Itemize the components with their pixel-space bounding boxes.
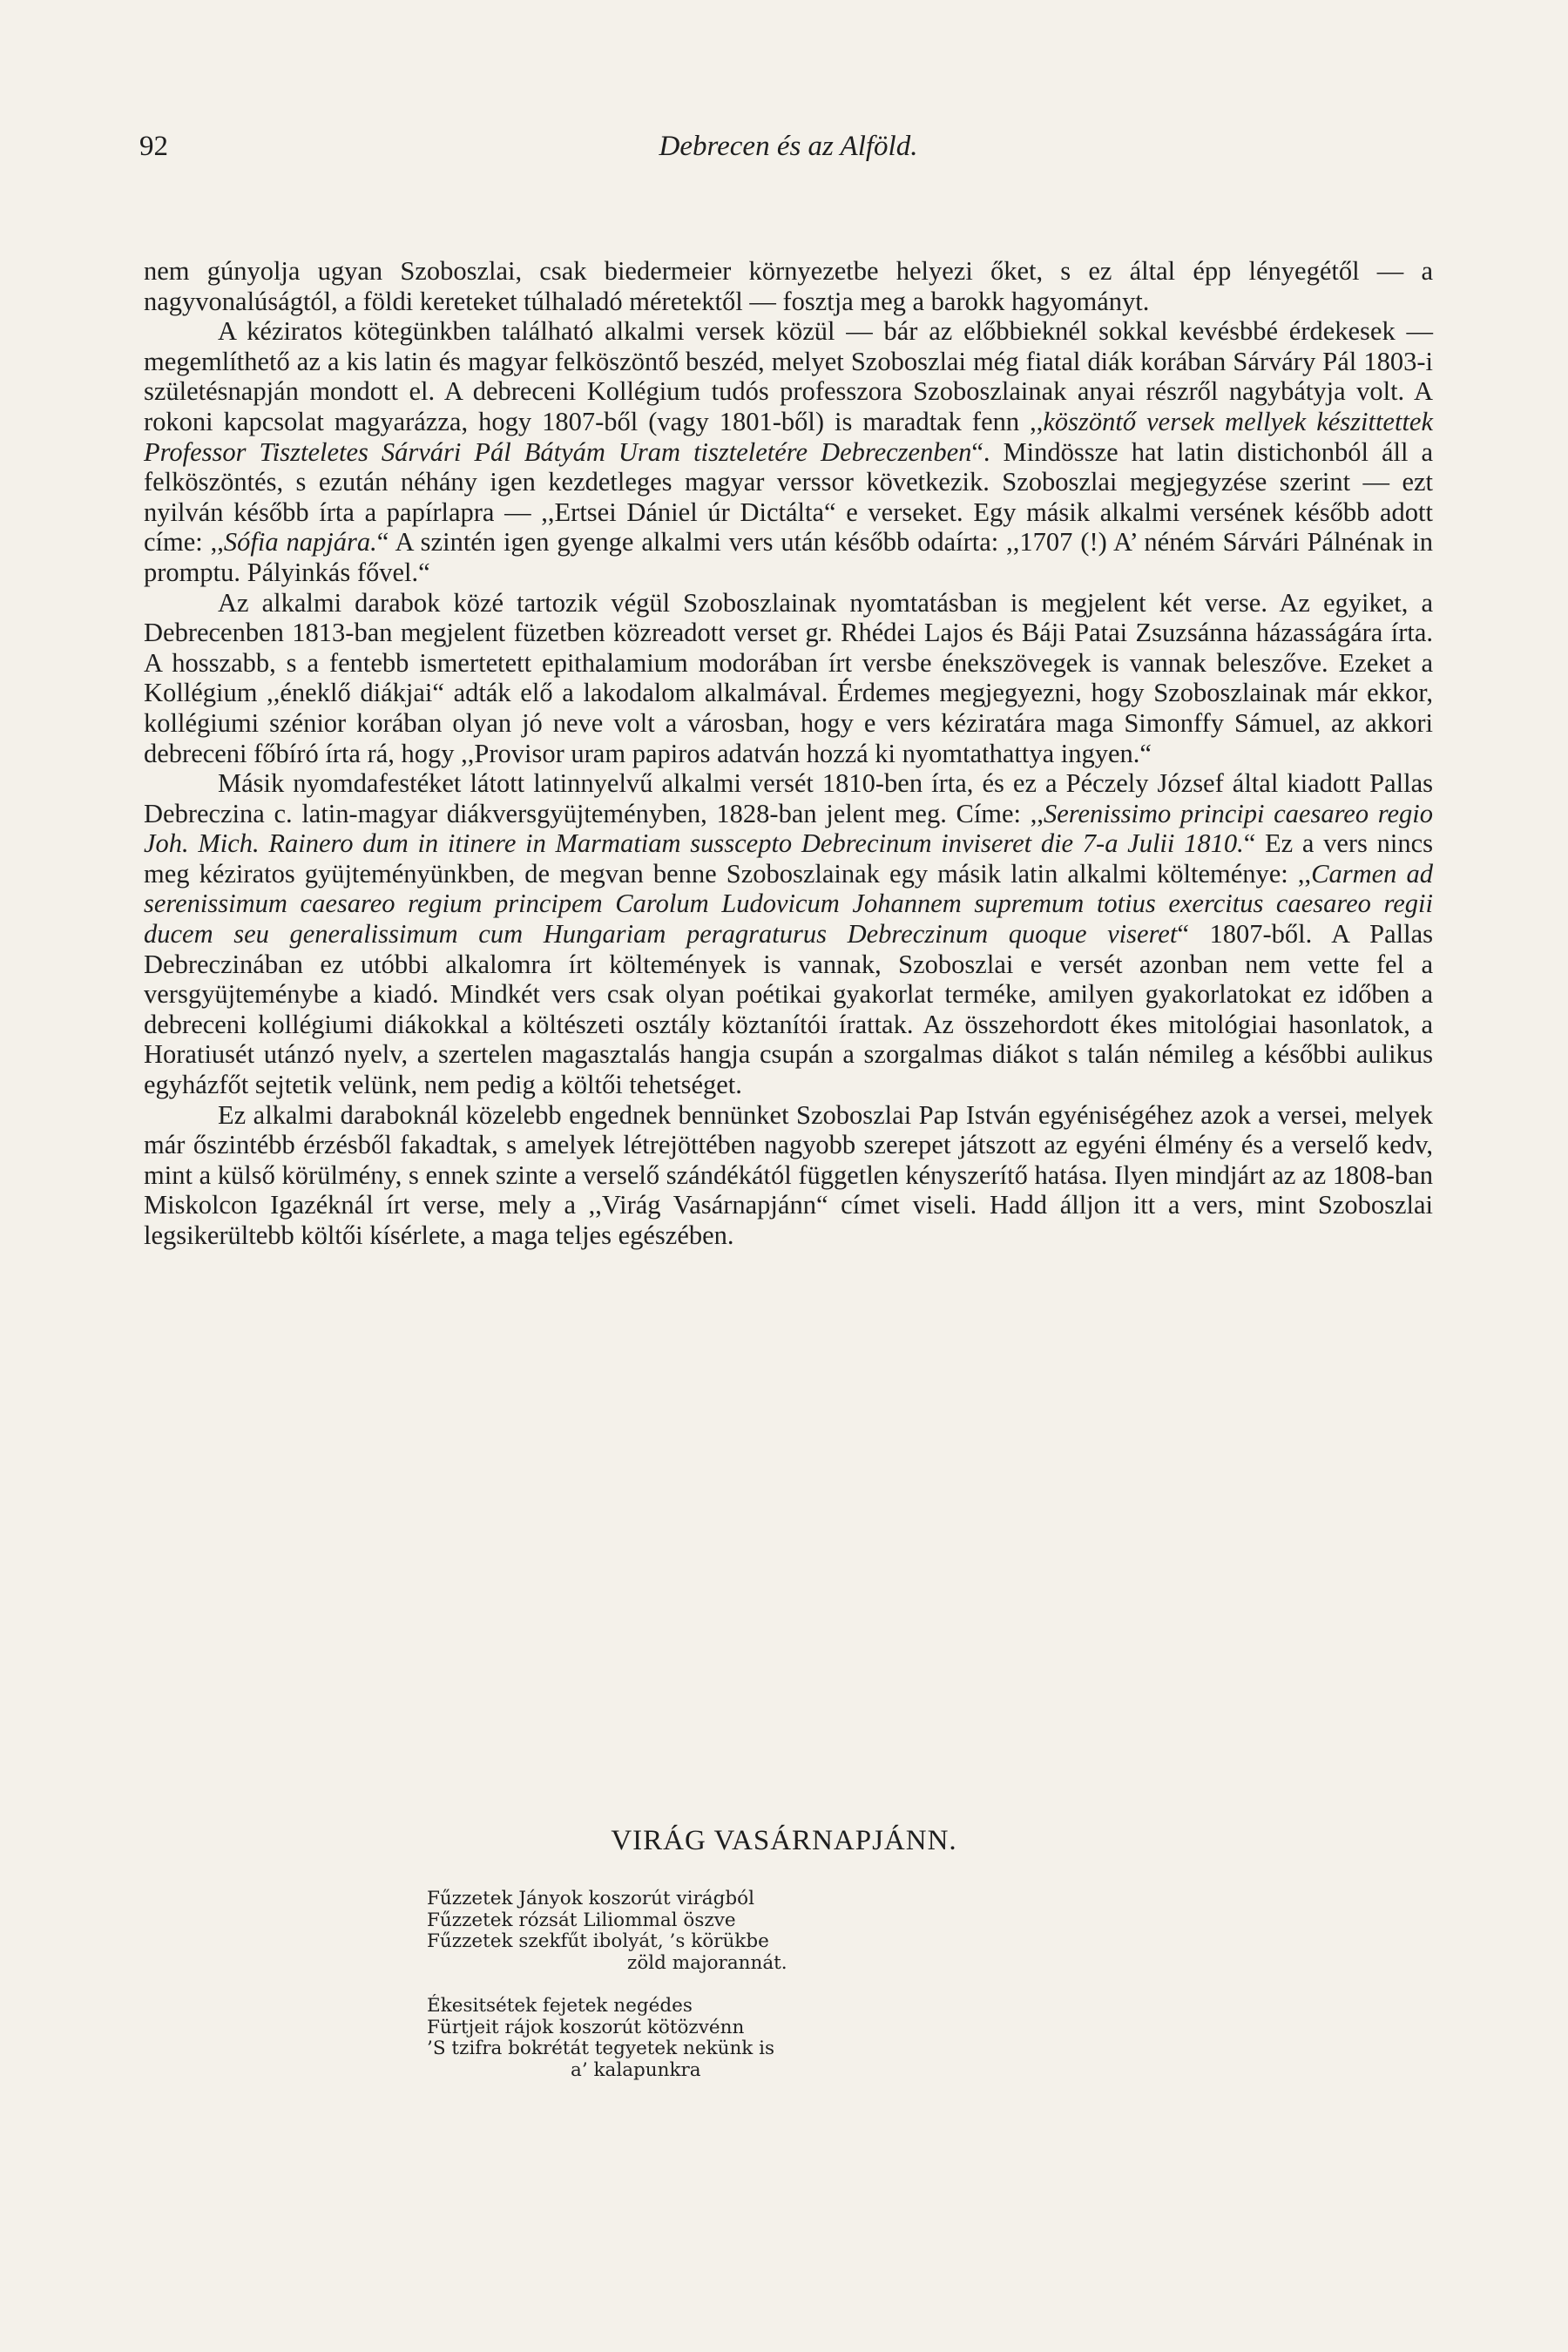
italic-title-text: Carmen ad serenissimum caesareo regium principem Carolum Ludovicum Johannem supremum totius exercitus caesareo regii ducem seu generalissimum cum Hungariam peragraturus Debreczinum quoque viseret	[144, 858, 1433, 950]
italic-title-text: Serenissimo principi caesareo regio Joh. Mich. Rainero dum in itinere in Marmatiam sussceptо Debrecinum inviseret die 7-a Julii 1810.	[144, 798, 1433, 859]
poem-stanza	[427, 1996, 915, 2081]
paragraph	[144, 588, 1433, 769]
paragraph-text: Az alkalmi darabok közé tartozik végül Szoboszlainak nyomtatásban is megjelent két verse. Az egyiket, a Debrecenben 1813-ban megjelent füzetben közreadott verset gr. Rhédei Lajos és Báji Patai Zsuzsánna házasságára írta. A hosszabb, s a fentebb ismertetett epithalamium modorában írt versbe énekszövegek is vannak beleszőve. Ezeket a Kollégium ,,éneklő diákjai“ adták elő a lakodalom alkalmával. Érdemes megjegyezni, hogy Szoboszlainak már ekkor, kollégiumi szénior korában olyan jó neve volt a városban, hogy e vers kéziratára maga Simonffy Sámuel, az akkori debreceni főbíró írta rá, hogy ,,Provisor uram papiros adatván hozzá ki nyomtathattya ingyen.“	[144, 587, 1433, 768]
poem	[427, 1889, 915, 2103]
body-text	[144, 256, 1433, 1251]
paragraph	[144, 768, 1433, 1100]
paragraph	[144, 256, 1433, 316]
poem-line: Fűzzetek Jányok koszorút virágból	[427, 1888, 754, 1909]
running-head: Debrecen és az Alföld.	[659, 131, 918, 162]
paragraph-text: “. Mindössze hat latin distichonból áll a felköszöntés, s ezután néhány igen kezdetleges magyar verssor következik. Szoboszlai megjegyzése szerint — ezt nyilván később írta a papírlapra — ,,Ertsei Dániel úr Dictálta“ e verseket. Egy másik alkalmi versének később adott címe: ,,	[144, 436, 1433, 558]
paragraph-text: nem gúnyolja ugyan Szoboszlai, csak biedermeier környezetbe helyezi őket, s ez által épp lényegétől — a nagyvonalúságtól, a földi kereteket túlhaladó méretektől — fosztja meg a barokk hagyományt.	[144, 256, 1433, 316]
poem-line: Ékesitsétek fejetek negédes	[427, 1995, 693, 2017]
paragraph-text: “ 1807-ből. A Pallas Debreczinában ez utóbbi alkalomra írt költemények is vannak, Szoboszlai e versét azonban nem vette fel a versgyüjteménybe a kiadó. Mindkét vers csak olyan poétikai gyakorlat terméke, amilyen gyakorlatokat ez időben a debreceni kollégiumi diákokkal a költészeti osztály köztanítói írattak. Az összehordott ékes mitológiai hasonlatok, a Horatiusét utánzó nyelv, a szertelen magasztalás hangja csupán a szorgalmas diákot s talán némileg a későbbi aulikus egyházfőt sejtetik velünk, nem pedig a költői tehetséget.	[144, 919, 1433, 1100]
page-number: 92	[139, 131, 168, 162]
poem-title: VIRÁG VASÁRNAPJÁNN.	[611, 1825, 957, 1856]
poem-line: Fürtjeit rájok koszorút kötözvénn	[427, 2016, 745, 2038]
paragraph	[144, 316, 1433, 587]
italic-title-text: köszöntő versek mellyek készittettek Professor Tiszteletes Sárvári Pál Bátyám Uram tiszteletére Debreczenben	[144, 406, 1433, 467]
paragraph-text: “ Ez a vers nincs meg kéziratos gyüjteményünkben, de megvan benne Szoboszlainak egy másik latin alkalmi költeménye: ,,	[144, 828, 1434, 889]
poem-line: zöld majorannát.	[627, 1951, 787, 1974]
poem-line: Fűzzetek szekfűt ibolyát, ’s körükbe	[427, 1930, 769, 1952]
poem-line: a’ kalapunkra	[571, 2058, 701, 2081]
poem-line: Fűzzetek rózsát Liliommal öszve	[427, 1909, 736, 1931]
poem-line: ’S tzifra bokrétát tegyetek nekünk is	[427, 2038, 775, 2059]
paragraph-text: Ez alkalmi daraboknál közelebb engednek bennünket Szoboszlai Pap István egyéniségéhez azok a versei, melyek már őszintébb érzésből fakadtak, s amelyek létrejöttében nagyobb szerepet játszott az egyéni élmény és a verselő kedv, mint a külső körülmény, s ennek szinte a verselő szándékától független kényszerítő hatása. Ilyen mindjárt az az 1808-ban Miskolcon Igazéknál írt verse, mely a ,,Virág Vasárnapjánn“ címet viseli. Hadd álljon itt a vers, mint Szoboszlai legsikerültebb költői kísérlete, a maga teljes egészében.	[144, 1099, 1433, 1250]
italic-title-text: Sófia napjára.	[223, 527, 377, 558]
paragraph-text: “ A szintén igen gyenge alkalmi vers után később odaírta: ,,1707 (!) A’ néném Sárvári Pálnénak in promptu. Pályinkás fővel.“	[144, 527, 1433, 587]
page-header	[131, 131, 1446, 174]
paragraph-text: A kéziratos kötegünkben található alkalmi versek közül — bár az előbbieknél sokkal kevésbbé érdekesek — megemlíthető az a kis latin és magyar felköszöntő beszéd, melyet Szoboszlai még fiatal diák korában Sárváry Pál 1803-i születésnapján mondott el. A debreceni Kollégium tudós professzora Szoboszlainak anyai részről nagybátyja volt. A rokoni kapcsolat magyarázza, hogy 1807-ből (vagy 1801-ből) is maradtak fenn ,,	[144, 316, 1433, 436]
paragraph-text: Másik nyomdafestéket látott latinnyelvű alkalmi versét 1810-ben írta, és ez a Péczely József által kiadott Pallas Debreczina c. latin-magyar diákversgyüjteményben, 1828-ban jelent meg. Címe: ,,	[144, 768, 1433, 828]
poem-stanza	[427, 1889, 915, 1974]
paragraph	[144, 1100, 1433, 1251]
